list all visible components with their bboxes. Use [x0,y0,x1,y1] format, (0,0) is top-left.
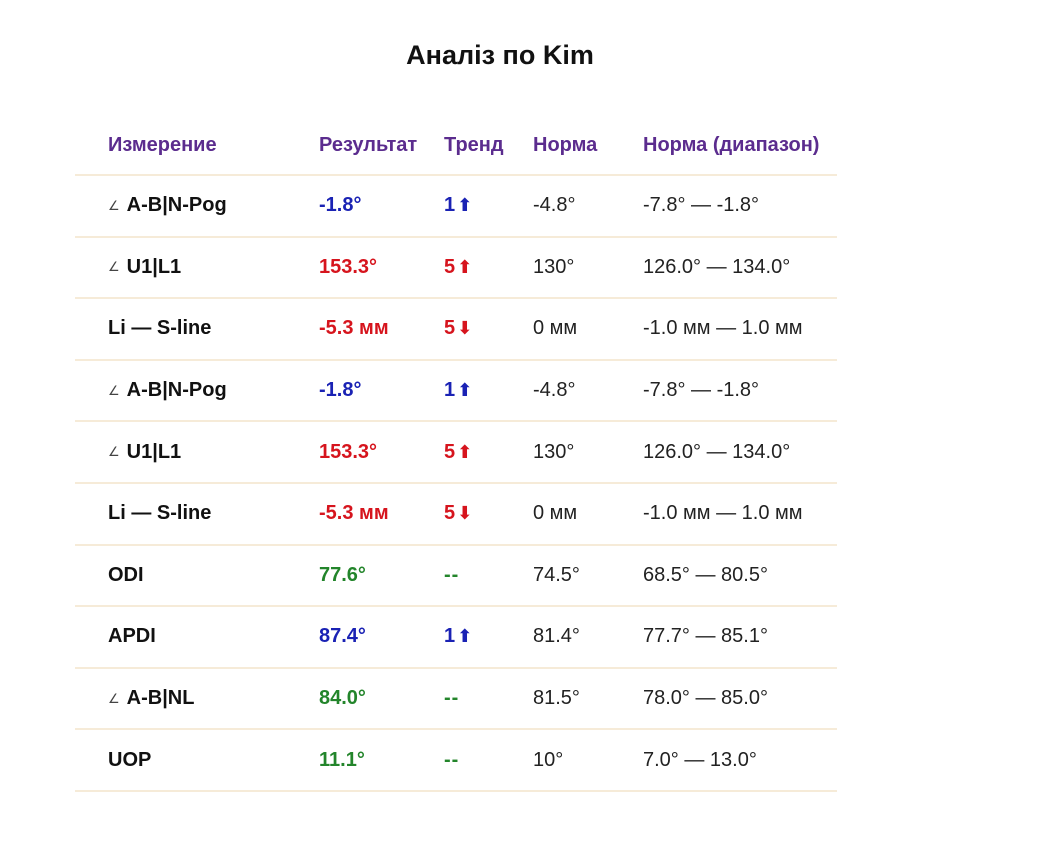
measurement-cell [108,730,151,790]
result-value: -5.3 мм [319,317,389,340]
result-value: 153.3° [319,255,378,278]
table-row [75,730,837,792]
trend-cell [444,546,459,606]
norm-range-value: 77.7° — 85.1° [643,625,768,648]
norm-range-value: 78.0° — 85.0° [643,687,768,710]
angle-icon: ∠ [108,444,120,460]
measurement-label: A-B|NL [126,687,195,710]
result-value: -1.8° [319,379,362,402]
measurement-label: Li — S-line [108,317,212,340]
norm-value: 81.5° [533,687,580,710]
table-row [75,422,837,484]
measurement-cell [108,176,227,236]
table-row [75,669,837,731]
norm-value: 130° [533,255,575,278]
header-measurement: Измерение [108,133,217,156]
header-result: Результат [319,133,418,156]
measurement-label: UOP [108,748,152,771]
norm-range-value: -7.8° — -1.8° [643,379,760,402]
result-value: -1.8° [319,194,362,217]
angle-icon: ∠ [108,690,120,706]
result-value: 77.6° [319,563,366,586]
table-row [75,176,837,238]
measurement-label: A-B|N-Pog [126,194,227,217]
table-row [75,607,837,669]
norm-range-value: 126.0° — 134.0° [643,255,791,278]
angle-icon: ∠ [108,197,120,213]
trend-value: 5 [444,255,456,278]
header-norm: Норма [533,133,598,156]
measurement-label: U1|L1 [126,255,182,278]
norm-value: -4.8° [533,379,576,402]
arrow-down-icon: ⬇ [457,503,473,524]
table-row [75,238,837,300]
table-body [75,176,837,792]
trend-cell [444,422,472,482]
measurement-label: Li — S-line [108,502,212,525]
result-value: 153.3° [319,440,378,463]
trend-value: 1 [444,194,456,217]
measurement-cell [108,361,227,421]
measurement-cell [108,484,211,544]
norm-value: 10° [533,748,564,771]
trend-cell [444,669,459,729]
table-row [75,484,837,546]
angle-icon: ∠ [108,382,120,398]
arrow-down-icon: ⬇ [457,318,473,339]
arrow-up-icon: ⬆ [457,195,473,216]
result-value: 11.1° [319,748,365,771]
table-header-row [75,116,837,176]
trend-value: -- [444,563,460,586]
norm-range-value: 7.0° — 13.0° [643,748,757,771]
result-value: 84.0° [319,687,366,710]
norm-value: 81.4° [533,625,580,648]
norm-range-value: -1.0 мм — 1.0 мм [643,317,803,340]
trend-value: 5 [444,440,456,463]
arrow-up-icon: ⬆ [457,626,473,647]
arrow-up-icon: ⬆ [457,256,473,277]
trend-value: -- [444,748,460,771]
measurement-cell [108,546,144,606]
trend-value: -- [444,687,460,710]
norm-range-value: -7.8° — -1.8° [643,194,760,217]
measurement-label: APDI [108,625,156,648]
norm-value: 0 мм [533,317,578,340]
trend-value: 5 [444,317,456,340]
norm-range-value: -1.0 мм — 1.0 мм [643,502,803,525]
page-title: Аналіз по Kim [406,40,594,70]
trend-cell [444,730,459,790]
result-value: 87.4° [319,625,366,648]
measurement-label: ODI [108,563,144,586]
angle-icon: ∠ [108,259,120,275]
norm-value: 74.5° [533,563,580,586]
trend-value: 1 [444,625,456,648]
arrow-up-icon: ⬆ [457,441,473,462]
measurement-label: U1|L1 [126,440,182,463]
trend-cell [444,176,472,236]
trend-cell [444,484,472,544]
trend-cell [444,607,472,667]
header-norm-range: Норма (диапазон) [643,133,820,156]
norm-range-value: 68.5° — 80.5° [643,563,768,586]
norm-value: -4.8° [533,194,576,217]
table-row [75,299,837,361]
measurement-cell [108,238,181,298]
analysis-table [75,116,837,792]
result-value: -5.3 мм [319,502,389,525]
norm-range-value: 126.0° — 134.0° [643,440,791,463]
header-trend: Тренд [444,133,504,156]
trend-value: 5 [444,502,456,525]
trend-cell [444,361,472,421]
measurement-cell [108,669,194,729]
norm-value: 0 мм [533,502,578,525]
trend-cell [444,299,472,359]
measurement-cell [108,607,156,667]
table-row [75,361,837,423]
arrow-up-icon: ⬆ [457,380,473,401]
measurement-label: A-B|N-Pog [126,379,227,402]
measurement-cell [108,299,211,359]
measurement-cell [108,422,181,482]
trend-value: 1 [444,379,456,402]
table-row [75,546,837,608]
norm-value: 130° [533,440,575,463]
trend-cell [444,238,472,298]
